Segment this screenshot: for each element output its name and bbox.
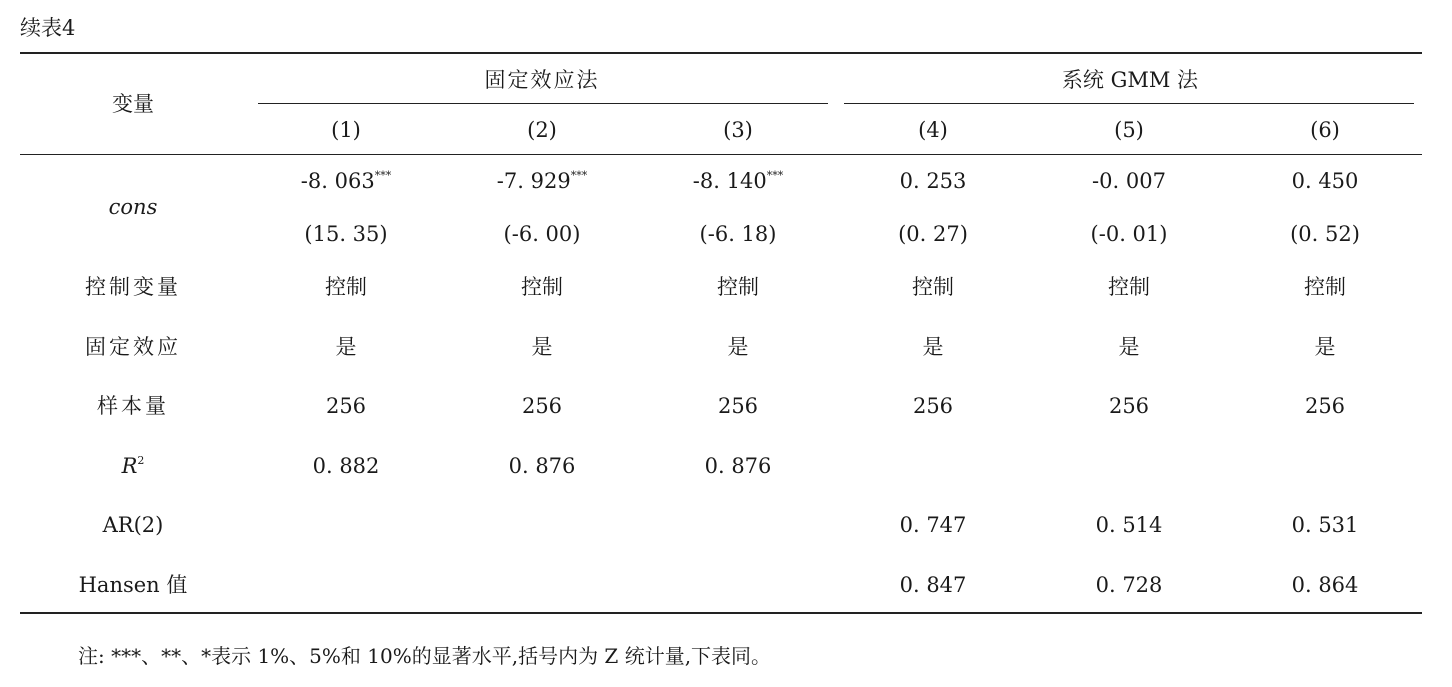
table-cell: 控制 [325,275,367,299]
gmm-group-rule [844,103,1414,104]
table-cell: 256 [521,394,563,418]
table-cell: (-0. 01) [1090,222,1168,246]
table-cell: 是 [1118,335,1140,359]
fe-group-rule [258,103,828,104]
table-cell: -7. 929*** [496,169,588,193]
table-cell: 0. 450 [1291,169,1359,193]
table-cell: 0. 514 [1095,513,1163,537]
table-cell: 控制 [1304,275,1346,299]
header-col-5: (5) [1114,118,1144,142]
header-group-gmm: 系统 GMM 法 [1061,68,1199,92]
row-label-fixed-effects: 固定效应 [85,335,181,359]
header-col-2: (2) [527,118,557,142]
row-label-controls: 控制变量 [85,275,181,299]
table-cell: (0. 52) [1290,222,1360,246]
table-cell: 0. 876 [704,454,772,478]
table-cell: 256 [1304,394,1346,418]
top-rule [20,52,1422,54]
header-col-6: (6) [1310,118,1340,142]
table-cell: 是 [1314,335,1336,359]
row-label-sample-size: 样本量 [97,394,169,418]
table-cell: 0. 847 [899,573,967,597]
table-cell: 控制 [1108,275,1150,299]
significance-stars: *** [570,169,588,182]
row-label-cons: cons [108,195,158,219]
table-cell: 256 [912,394,954,418]
table-cell: 是 [922,335,944,359]
row-label-r-squared: $R^2$ [121,454,145,478]
table-caption: 续表4 [20,16,76,40]
table-cell: 是 [335,335,357,359]
table-cell: (15. 35) [304,222,388,246]
table-cell: 0. 876 [508,454,576,478]
header-col-4: (4) [918,118,948,142]
table-cell: (0. 27) [898,222,968,246]
table-cell: 256 [717,394,759,418]
superscript: 2 [137,454,145,467]
table-cell: -8. 140*** [692,169,784,193]
table-cell: 0. 728 [1095,573,1163,597]
table-cell: -8. 063*** [300,169,392,193]
table-cell: 0. 882 [312,454,380,478]
table-cell: 是 [531,335,553,359]
bottom-rule [20,612,1422,614]
table-cell: 256 [325,394,367,418]
significance-stars: *** [766,169,784,182]
table-cell: 0. 253 [899,169,967,193]
table-cell: 0. 864 [1291,573,1359,597]
header-variable: 变量 [112,92,154,116]
header-col-1: (1) [331,118,361,142]
table-cell: (-6. 18) [699,222,777,246]
table-cell: 是 [727,335,749,359]
table-cell: (-6. 00) [503,222,581,246]
table-cell: 256 [1108,394,1150,418]
table-cell: 控制 [717,275,759,299]
header-rule [20,154,1422,155]
header-col-3: (3) [723,118,753,142]
table-cell: 0. 747 [899,513,967,537]
table-note: 注: ***、**、*表示 1%、5%和 10%的显著水平,括号内为 Z 统计量,下表同。 [78,644,772,668]
row-label-hansen: Hansen 值 [78,573,188,597]
significance-stars: *** [374,169,392,182]
table-cell: 控制 [521,275,563,299]
header-group-fe: 固定效应法 [484,68,600,92]
table-cell: 0. 531 [1291,513,1359,537]
table-cell: 控制 [912,275,954,299]
table-cell: -0. 007 [1092,169,1166,193]
row-label-ar2: AR(2) [102,513,164,537]
